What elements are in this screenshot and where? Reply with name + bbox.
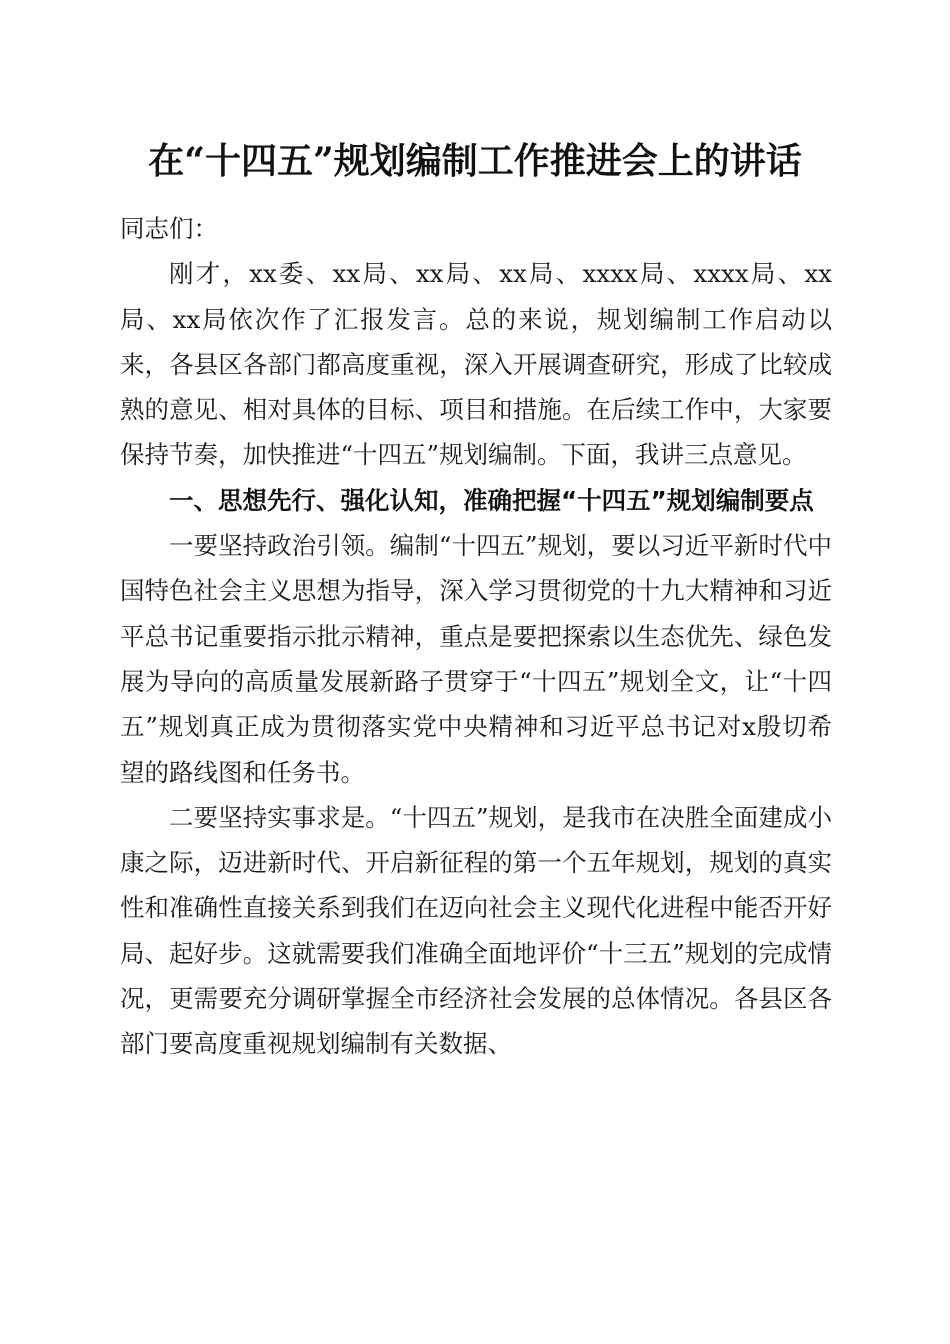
section-paragraph-2: 二要坚持实事求是。“十四五”规划，是我市在决胜全面建成小康之际，迈进新时代、开启新征程的第一个五年规划，规划的真实性和准确性直接关系到我们在迈向社会主义现代化进程中能否开好局、起好步。这就需要我们准确全面地评价“十三五”规划的完成情况，更需要充分调研掌握全市经济社会发展的总体情况。各县区各部门要高度重视规划编制有关数据、 <box>120 802 832 1059</box>
intro-paragraph: 刚才，xx委、xx局、xx局、xx局、xxxx局、xxxx局、xx局、xx局依次作了汇报发言。总的来说，规划编制工作启动以来，各县区各部门都高度重视，深入开展调查研究，形成了比较成熟的意见、相对具体的目标、项目和措施。在后续工作中，大家要保持节奏，加快推进“十四五”规划编制。下面，我讲三点意见。 <box>120 259 832 470</box>
document-title: 在“十四五”规划编制工作推进会上的讲话 <box>148 140 802 182</box>
section-heading: 一、思想先行、强化认知，准确把握“十四五”规划编制要点 <box>169 485 814 515</box>
document-body <box>120 206 832 1067</box>
salutation: 同志们： <box>120 214 218 243</box>
section-paragraph-1: 一要坚持政治引领。编制“十四五”规划，要以习近平新时代中国特色社会主义思想为指导，深入学习贯彻党的十九大精神和习近平总书记重要指示批示精神，重点是要把探索以生态优先、绿色发展为导向的高质量发展新路子贯穿于“十四五”规划全文，让“十四五”规划真正成为贯彻落实党中央精神和习近平总书记对x殷切希望的路线图和任务书。 <box>120 531 832 787</box>
